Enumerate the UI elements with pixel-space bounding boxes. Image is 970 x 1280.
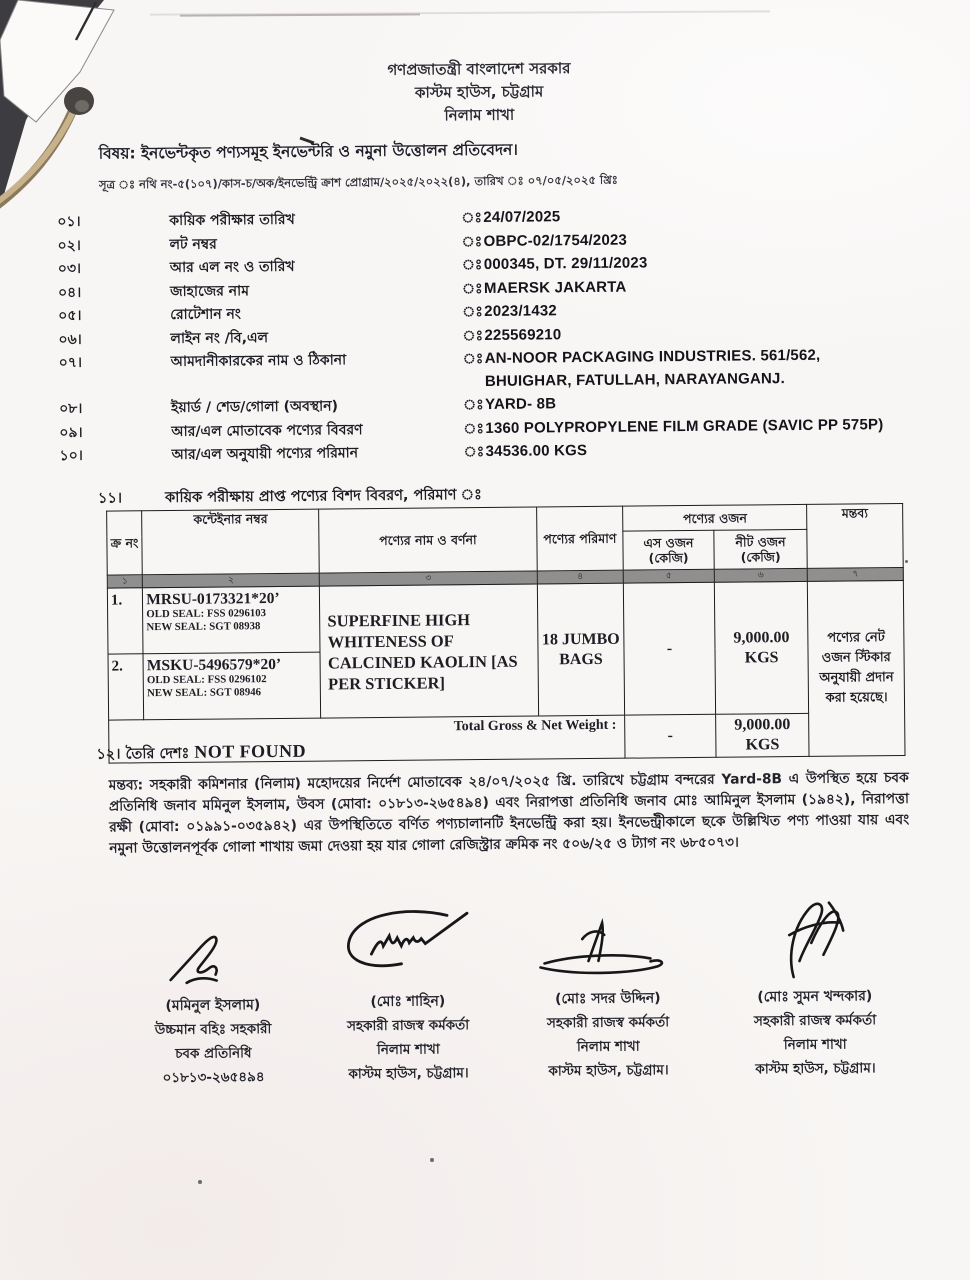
field-label: আর এল নং ও তারিখ <box>169 258 295 277</box>
field-value: 2023/1432 <box>484 302 558 320</box>
signature-block-2 <box>307 905 509 1087</box>
row-serial: 1. <box>107 588 143 654</box>
field-separator: ঃ <box>462 327 484 344</box>
signatory-name: (মোঃ সুমন খন্দকার) <box>757 988 873 1006</box>
field-value: AN-NOOR PACKAGING INDUSTRIES. 561/562, BHUIGHAR, FATULLAH, NARAYANGANJ. <box>484 346 821 390</box>
header-remarks: মন্তব্য <box>807 503 903 568</box>
field-label: আমদানীকারকের নাম ও ঠিকানা <box>170 352 347 371</box>
header-net: নীট ওজন (কেজি) <box>714 529 808 569</box>
goods-description: SUPERFINE HIGH WHITENESS OF CALCINED KAOLIN [AS PER STICKER] <box>320 584 539 718</box>
item12-label: তৈরি দেশঃ <box>125 745 190 763</box>
signature-block-3 <box>507 916 709 1084</box>
signature-2-mark <box>327 905 488 987</box>
field-separator: ঃ <box>461 233 483 250</box>
item12-line <box>96 741 306 768</box>
col-num: ২ <box>142 573 319 588</box>
signatory-phone: ০১৮১৩-২৬৫৪৯৪ <box>162 1069 265 1087</box>
container-number: MSKU-5496579*20’ <box>146 655 282 675</box>
goods-quantity: 18 JUMBO BAGS <box>537 583 625 716</box>
col-num: ৬ <box>714 568 808 582</box>
header-serial: ক্র নং <box>107 511 143 575</box>
field-separator: ঃ <box>461 210 482 227</box>
field-row-07 <box>59 344 907 397</box>
field-value: OBPC-02/1754/2023 <box>483 231 628 250</box>
signatory-office: কাস্টম হাউস, চট্টগ্রাম। <box>348 1065 469 1083</box>
header-weight-group: পণ্যের ওজন <box>623 504 807 531</box>
country-of-origin-value: NOT FOUND <box>194 740 307 762</box>
field-separator: ঃ <box>462 351 484 368</box>
table-row <box>107 580 904 654</box>
col-num: ১ <box>107 575 142 588</box>
signatory-title: উচ্চমান বহিঃ সহকারী <box>154 1021 272 1039</box>
field-list <box>57 203 907 469</box>
signature-block-4 <box>714 896 916 1082</box>
field-label: রোটেশান নং <box>170 306 241 324</box>
field-label: কায়িক পরীক্ষার তারিখ <box>169 211 295 230</box>
field-number: ০৭। <box>58 354 83 372</box>
container-cell <box>143 586 321 654</box>
item11-number: ১১। <box>97 490 123 507</box>
field-number: ১০। <box>59 447 83 465</box>
field-label: আর/এল অনুযায়ী পণ্যের পরিমান <box>171 445 359 463</box>
signature-block-1 <box>112 927 314 1091</box>
field-value: 1360 POLYPROPYLENE FILM GRADE (SAVIC PP 575P) <box>485 415 884 437</box>
col-num: ৫ <box>623 569 714 583</box>
goods-table <box>106 503 905 764</box>
col-num: ৩ <box>320 571 537 586</box>
office-title: কাস্টম হাউস, চট্টগ্রাম <box>414 82 544 102</box>
old-seal: OLD SEAL: FSS 0296102 <box>146 673 267 687</box>
signature-3-mark <box>532 916 683 983</box>
field-value: 34536.00 KGS <box>485 442 588 460</box>
field-number: ০৬। <box>58 331 82 348</box>
field-number: ০৩। <box>57 260 82 278</box>
container-number: MRSU-0173321*20’ <box>146 589 280 609</box>
field-number: ০৮। <box>59 400 83 418</box>
signatory-office: কাস্টম হাউস, চট্টগ্রাম। <box>548 1062 669 1080</box>
field-value: 24/07/2025 <box>483 208 561 226</box>
remarks-paragraph: মন্তব্য: সহকারী কমিশনার (নিলাম) মহোদয়ের নির্দেশ মোতাবেক ২৪/০৭/২০২৫ খ্রি. তারিখে চট্টগ্রাম বন্দরের Yard-8B এ উপস্থিত হয়ে চবক প্রতিনিধি জনাব মমিনুল ইসলাম, উবস (মোবা: ০১৮১৩-২৬৫৪৯৪) এবং নিরাপত্তা প্রতিনিধি জনাব মোঃ আমিনুল ইসলাম (১৯৪২), নিরাপত্তা রক্ষী (মোবা: ০১৯৯১-০৩৫৯৪২) এর উপস্থিতিতে বর্ণিত পণ্যচালানটি ইনভেন্ট্রি করা হয়। ইনভেন্ট্রীকালে ছকে উল্লিখিত পণ্য পাওয়া যায় এবং নমুনা উত্তোলনপূর্বক গোলা শাখায় জমা দেওয়া হয় যার গোলা রেজিস্ট্রার ক্রমিক নং ৫০৬/২৫ ও ট্যাগ নং ৬৮৫০৭৩। <box>108 769 910 857</box>
field-label: লট নম্বর <box>169 236 217 253</box>
subject-line: বিষয়: ইনভেন্টকৃত পণ্যসমূহ ইনভেন্টরি ও নমুনা উত্তোলন প্রতিবেদন। <box>98 140 519 163</box>
container-cell <box>143 652 321 720</box>
signatory-name: (মমিনুল ইসলাম) <box>165 997 261 1015</box>
field-label: লাইন নং /বি,এল <box>170 329 269 347</box>
header-description: পণ্যের নাম ও বর্ণনা <box>319 507 537 573</box>
field-value: MAERSK JAKARTA <box>483 278 627 297</box>
signatory-office: কাস্টম হাউস, চট্টগ্রাম। <box>755 1060 876 1078</box>
header-container: কন্টেইনার নম্বর <box>142 509 320 575</box>
total-gross-weight: - <box>625 714 716 758</box>
field-separator: ঃ <box>463 420 485 437</box>
signatory-name: (মোঃ সদর উদ্দিন) <box>555 990 661 1008</box>
signature-4-mark <box>759 896 870 981</box>
field-number: ০২। <box>57 237 81 254</box>
field-number: ০৫। <box>58 307 82 325</box>
header-quantity: পণ্যের পরিমাণ <box>536 506 623 571</box>
new-seal: NEW SEAL: SGT 08938 <box>146 620 261 634</box>
field-separator: ঃ <box>463 396 484 414</box>
letterhead <box>0 53 964 131</box>
field-value: 225569210 <box>484 325 562 344</box>
government-title: গণপ্রজাতন্ত্রী বাংলাদেশ সরকার <box>387 59 571 79</box>
old-seal: OLD SEAL: FSS 0296103 <box>146 607 267 621</box>
signatory-title: সহকারী রাজস্ব কর্মকর্তা <box>346 1017 470 1035</box>
field-number: ০১। <box>57 213 81 231</box>
field-separator: ঃ <box>463 443 485 461</box>
field-separator: ঃ <box>461 280 483 297</box>
signatory-title: সহকারী রাজস্ব কর্মকর্তা <box>546 1014 670 1032</box>
col-num: ৭ <box>808 567 904 581</box>
reference-line: সূত্র ঃ নথি নং-৫(১০৭)/কাস-চ/অক/ইনভেন্ট্রি ক্রাশ প্রোগ্রাম/২০২৫/২০২২(৪), তারিখ ঃ ০৭/০৫/২০২৫ খ্রিঃ <box>98 172 618 192</box>
signatory-name: (মোঃ শাহিন) <box>370 993 446 1011</box>
field-value: 000345, DT. 29/11/2023 <box>483 254 648 273</box>
signatory-title: সহকারী রাজস্ব কর্মকর্তা <box>753 1012 877 1030</box>
field-label: ইয়ার্ড / শেড/গোলা (অবস্থান) <box>171 398 339 416</box>
header-gross: এস ওজন (কেজি) <box>623 530 714 570</box>
total-net-weight: 9,000.00 KGS <box>715 713 809 757</box>
signature-1-mark <box>152 927 273 990</box>
signatory-title: চবক প্রতিনিধি <box>175 1045 252 1062</box>
field-separator: ঃ <box>462 304 483 321</box>
remarks-cell: পণ্যের নেট ওজন স্টিকার অনুযায়ী প্রদান করা হয়েছে। <box>808 580 905 756</box>
signatory-title: নিলাম শাখা <box>376 1041 440 1059</box>
field-value: YARD- 8B <box>485 395 557 413</box>
gross-weight: - <box>624 582 716 715</box>
field-number: ০৯। <box>59 424 83 441</box>
field-label: আর/এল মোতাবেক পণ্যের বিবরণ <box>171 421 363 440</box>
col-num: ৪ <box>537 570 624 584</box>
row-serial: 2. <box>108 654 144 720</box>
field-label: জাহাজের নাম <box>169 282 250 300</box>
field-separator: ঃ <box>461 257 483 274</box>
signatory-title: নিলাম শাখা <box>576 1038 640 1056</box>
item11-label: কায়িক পরীক্ষায় প্রাপ্ত পণ্যের বিশদ বিবরণ, পরিমাণ ঃ <box>165 487 482 507</box>
branch-title: নিলাম শাখা <box>444 105 515 125</box>
item12-number: ১২। <box>96 746 121 763</box>
signatory-title: নিলাম শাখা <box>783 1036 847 1054</box>
net-weight: 9,000.00 KGS <box>714 581 809 714</box>
total-weight-label: Total Gross & Net Weight : <box>109 715 626 763</box>
field-number: ০৪। <box>57 284 82 301</box>
new-seal: NEW SEAL: SGT 08946 <box>147 686 262 700</box>
